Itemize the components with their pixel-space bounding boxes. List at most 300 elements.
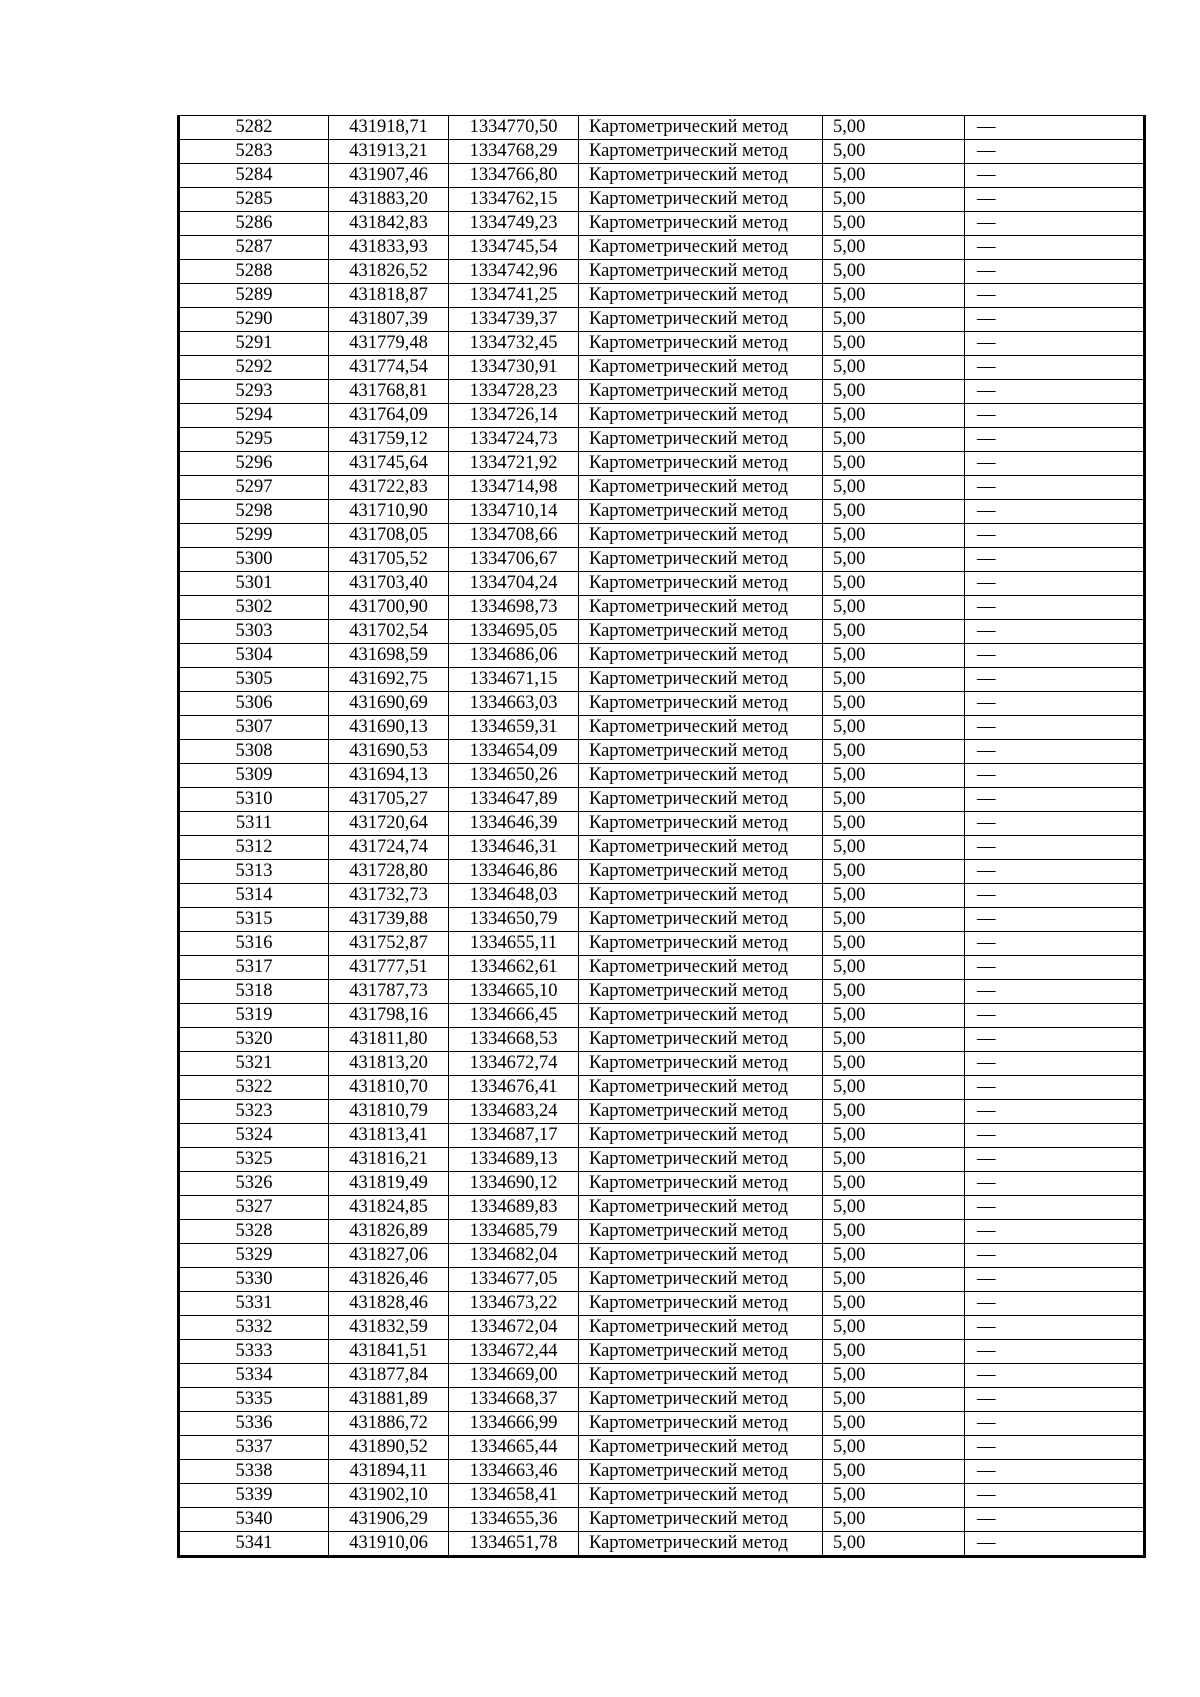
method-cell: Картометрический метод xyxy=(579,548,823,572)
x-coordinate-cell: 431779,48 xyxy=(329,332,449,356)
y-coordinate-cell: 1334650,26 xyxy=(449,764,579,788)
table-row xyxy=(179,1148,1145,1172)
y-coordinate-cell: 1334646,86 xyxy=(449,860,579,884)
point-number-cell: 5326 xyxy=(179,1172,329,1196)
accuracy-cell: 5,00 xyxy=(823,1004,965,1028)
y-coordinate-cell: 1334724,73 xyxy=(449,428,579,452)
y-coordinate-cell: 1334676,41 xyxy=(449,1076,579,1100)
method-cell: Картометрический метод xyxy=(579,1196,823,1220)
y-coordinate-cell: 1334668,53 xyxy=(449,1028,579,1052)
x-coordinate-cell: 431881,89 xyxy=(329,1388,449,1412)
x-coordinate-cell: 431724,74 xyxy=(329,836,449,860)
method-cell: Картометрический метод xyxy=(579,740,823,764)
method-cell: Картометрический метод xyxy=(579,260,823,284)
accuracy-cell: 5,00 xyxy=(823,212,965,236)
accuracy-cell: 5,00 xyxy=(823,524,965,548)
description-cell: — xyxy=(965,1316,1145,1340)
x-coordinate-cell: 431890,52 xyxy=(329,1436,449,1460)
point-number-cell: 5295 xyxy=(179,428,329,452)
table-row xyxy=(179,1292,1145,1316)
accuracy-cell: 5,00 xyxy=(823,716,965,740)
x-coordinate-cell: 431722,83 xyxy=(329,476,449,500)
description-cell: — xyxy=(965,764,1145,788)
x-coordinate-cell: 431828,46 xyxy=(329,1292,449,1316)
point-number-cell: 5323 xyxy=(179,1100,329,1124)
table-row xyxy=(179,1244,1145,1268)
description-cell: — xyxy=(965,380,1145,404)
table-row xyxy=(179,260,1145,284)
table-row xyxy=(179,908,1145,932)
description-cell: — xyxy=(965,1508,1145,1532)
method-cell: Картометрический метод xyxy=(579,1484,823,1508)
description-cell: — xyxy=(965,788,1145,812)
x-coordinate-cell: 431807,39 xyxy=(329,308,449,332)
description-cell: — xyxy=(965,500,1145,524)
point-number-cell: 5307 xyxy=(179,716,329,740)
description-cell: — xyxy=(965,1532,1145,1557)
y-coordinate-cell: 1334673,22 xyxy=(449,1292,579,1316)
y-coordinate-cell: 1334689,83 xyxy=(449,1196,579,1220)
table-row xyxy=(179,1268,1145,1292)
point-number-cell: 5303 xyxy=(179,620,329,644)
table-row xyxy=(179,1436,1145,1460)
point-number-cell: 5340 xyxy=(179,1508,329,1532)
description-cell: — xyxy=(965,836,1145,860)
method-cell: Картометрический метод xyxy=(579,644,823,668)
x-coordinate-cell: 431777,51 xyxy=(329,956,449,980)
point-number-cell: 5318 xyxy=(179,980,329,1004)
description-cell: — xyxy=(965,692,1145,716)
point-number-cell: 5324 xyxy=(179,1124,329,1148)
description-cell: — xyxy=(965,356,1145,380)
method-cell: Картометрический метод xyxy=(579,668,823,692)
description-cell: — xyxy=(965,1388,1145,1412)
point-number-cell: 5320 xyxy=(179,1028,329,1052)
method-cell: Картометрический метод xyxy=(579,716,823,740)
y-coordinate-cell: 1334721,92 xyxy=(449,452,579,476)
table-row xyxy=(179,1316,1145,1340)
method-cell: Картометрический метод xyxy=(579,836,823,860)
table-row xyxy=(179,1100,1145,1124)
table-row xyxy=(179,284,1145,308)
method-cell: Картометрический метод xyxy=(579,956,823,980)
point-number-cell: 5312 xyxy=(179,836,329,860)
table-row xyxy=(179,188,1145,212)
x-coordinate-cell: 431813,20 xyxy=(329,1052,449,1076)
x-coordinate-cell: 431690,69 xyxy=(329,692,449,716)
accuracy-cell: 5,00 xyxy=(823,1340,965,1364)
table-row xyxy=(179,548,1145,572)
table-row xyxy=(179,476,1145,500)
point-number-cell: 5283 xyxy=(179,140,329,164)
x-coordinate-cell: 431827,06 xyxy=(329,1244,449,1268)
method-cell: Картометрический метод xyxy=(579,1148,823,1172)
x-coordinate-cell: 431759,12 xyxy=(329,428,449,452)
method-cell: Картометрический метод xyxy=(579,1076,823,1100)
x-coordinate-cell: 431720,64 xyxy=(329,812,449,836)
y-coordinate-cell: 1334689,13 xyxy=(449,1148,579,1172)
point-number-cell: 5329 xyxy=(179,1244,329,1268)
y-coordinate-cell: 1334659,31 xyxy=(449,716,579,740)
x-coordinate-cell: 431886,72 xyxy=(329,1412,449,1436)
point-number-cell: 5333 xyxy=(179,1340,329,1364)
accuracy-cell: 5,00 xyxy=(823,1508,965,1532)
x-coordinate-cell: 431702,54 xyxy=(329,620,449,644)
accuracy-cell: 5,00 xyxy=(823,548,965,572)
accuracy-cell: 5,00 xyxy=(823,164,965,188)
method-cell: Картометрический метод xyxy=(579,212,823,236)
y-coordinate-cell: 1334672,44 xyxy=(449,1340,579,1364)
point-number-cell: 5337 xyxy=(179,1436,329,1460)
x-coordinate-cell: 431745,64 xyxy=(329,452,449,476)
table-row xyxy=(179,596,1145,620)
accuracy-cell: 5,00 xyxy=(823,956,965,980)
description-cell: — xyxy=(965,1340,1145,1364)
point-number-cell: 5332 xyxy=(179,1316,329,1340)
accuracy-cell: 5,00 xyxy=(823,812,965,836)
table-row xyxy=(179,1028,1145,1052)
accuracy-cell: 5,00 xyxy=(823,644,965,668)
method-cell: Картометрический метод xyxy=(579,596,823,620)
accuracy-cell: 5,00 xyxy=(823,1124,965,1148)
table-row xyxy=(179,1364,1145,1388)
method-cell: Картометрический метод xyxy=(579,1292,823,1316)
table-row xyxy=(179,812,1145,836)
x-coordinate-cell: 431705,27 xyxy=(329,788,449,812)
table-row xyxy=(179,932,1145,956)
point-number-cell: 5298 xyxy=(179,500,329,524)
method-cell: Картометрический метод xyxy=(579,140,823,164)
y-coordinate-cell: 1334749,23 xyxy=(449,212,579,236)
point-number-cell: 5302 xyxy=(179,596,329,620)
point-number-cell: 5304 xyxy=(179,644,329,668)
point-number-cell: 5282 xyxy=(179,116,329,140)
y-coordinate-cell: 1334671,15 xyxy=(449,668,579,692)
method-cell: Картометрический метод xyxy=(579,1532,823,1557)
table-row xyxy=(179,1076,1145,1100)
y-coordinate-cell: 1334732,45 xyxy=(449,332,579,356)
description-cell: — xyxy=(965,1028,1145,1052)
y-coordinate-cell: 1334704,24 xyxy=(449,572,579,596)
table-row xyxy=(179,140,1145,164)
method-cell: Картометрический метод xyxy=(579,1388,823,1412)
description-cell: — xyxy=(965,1148,1145,1172)
y-coordinate-cell: 1334710,14 xyxy=(449,500,579,524)
x-coordinate-cell: 431819,49 xyxy=(329,1172,449,1196)
table-row xyxy=(179,524,1145,548)
method-cell: Картометрический метод xyxy=(579,884,823,908)
point-number-cell: 5297 xyxy=(179,476,329,500)
accuracy-cell: 5,00 xyxy=(823,308,965,332)
description-cell: — xyxy=(965,1220,1145,1244)
table-row xyxy=(179,764,1145,788)
y-coordinate-cell: 1334685,79 xyxy=(449,1220,579,1244)
method-cell: Картометрический метод xyxy=(579,284,823,308)
point-number-cell: 5299 xyxy=(179,524,329,548)
table-row xyxy=(179,572,1145,596)
point-number-cell: 5309 xyxy=(179,764,329,788)
accuracy-cell: 5,00 xyxy=(823,452,965,476)
description-cell: — xyxy=(965,236,1145,260)
x-coordinate-cell: 431690,13 xyxy=(329,716,449,740)
description-cell: — xyxy=(965,1364,1145,1388)
y-coordinate-cell: 1334648,03 xyxy=(449,884,579,908)
x-coordinate-cell: 431910,06 xyxy=(329,1532,449,1557)
accuracy-cell: 5,00 xyxy=(823,764,965,788)
table-row xyxy=(179,1052,1145,1076)
description-cell: — xyxy=(965,332,1145,356)
x-coordinate-cell: 431906,29 xyxy=(329,1508,449,1532)
coordinates-table xyxy=(177,115,1146,1558)
method-cell: Картометрический метод xyxy=(579,788,823,812)
y-coordinate-cell: 1334741,25 xyxy=(449,284,579,308)
point-number-cell: 5336 xyxy=(179,1412,329,1436)
y-coordinate-cell: 1334686,06 xyxy=(449,644,579,668)
description-cell: — xyxy=(965,1052,1145,1076)
table-row xyxy=(179,1412,1145,1436)
point-number-cell: 5306 xyxy=(179,692,329,716)
x-coordinate-cell: 431826,52 xyxy=(329,260,449,284)
description-cell: — xyxy=(965,812,1145,836)
method-cell: Картометрический метод xyxy=(579,1220,823,1244)
y-coordinate-cell: 1334647,89 xyxy=(449,788,579,812)
y-coordinate-cell: 1334742,96 xyxy=(449,260,579,284)
x-coordinate-cell: 431907,46 xyxy=(329,164,449,188)
table-row xyxy=(179,380,1145,404)
table-row xyxy=(179,332,1145,356)
description-cell: — xyxy=(965,740,1145,764)
point-number-cell: 5300 xyxy=(179,548,329,572)
accuracy-cell: 5,00 xyxy=(823,620,965,644)
x-coordinate-cell: 431826,46 xyxy=(329,1268,449,1292)
point-number-cell: 5293 xyxy=(179,380,329,404)
description-cell: — xyxy=(965,572,1145,596)
accuracy-cell: 5,00 xyxy=(823,1100,965,1124)
accuracy-cell: 5,00 xyxy=(823,188,965,212)
accuracy-cell: 5,00 xyxy=(823,260,965,284)
y-coordinate-cell: 1334683,24 xyxy=(449,1100,579,1124)
table-row xyxy=(179,1196,1145,1220)
x-coordinate-cell: 431798,16 xyxy=(329,1004,449,1028)
x-coordinate-cell: 431894,11 xyxy=(329,1460,449,1484)
accuracy-cell: 5,00 xyxy=(823,356,965,380)
accuracy-cell: 5,00 xyxy=(823,1196,965,1220)
point-number-cell: 5328 xyxy=(179,1220,329,1244)
method-cell: Картометрический метод xyxy=(579,1412,823,1436)
y-coordinate-cell: 1334730,91 xyxy=(449,356,579,380)
description-cell: — xyxy=(965,212,1145,236)
x-coordinate-cell: 431816,21 xyxy=(329,1148,449,1172)
point-number-cell: 5296 xyxy=(179,452,329,476)
x-coordinate-cell: 431694,13 xyxy=(329,764,449,788)
method-cell: Картометрический метод xyxy=(579,524,823,548)
y-coordinate-cell: 1334665,44 xyxy=(449,1436,579,1460)
table-row xyxy=(179,428,1145,452)
description-cell: — xyxy=(965,644,1145,668)
description-cell: — xyxy=(965,1460,1145,1484)
point-number-cell: 5286 xyxy=(179,212,329,236)
description-cell: — xyxy=(965,1172,1145,1196)
x-coordinate-cell: 431703,40 xyxy=(329,572,449,596)
description-cell: — xyxy=(965,308,1145,332)
y-coordinate-cell: 1334655,11 xyxy=(449,932,579,956)
point-number-cell: 5290 xyxy=(179,308,329,332)
accuracy-cell: 5,00 xyxy=(823,332,965,356)
y-coordinate-cell: 1334654,09 xyxy=(449,740,579,764)
accuracy-cell: 5,00 xyxy=(823,1268,965,1292)
point-number-cell: 5285 xyxy=(179,188,329,212)
x-coordinate-cell: 431774,54 xyxy=(329,356,449,380)
table-row xyxy=(179,1484,1145,1508)
table-row xyxy=(179,620,1145,644)
description-cell: — xyxy=(965,260,1145,284)
method-cell: Картометрический метод xyxy=(579,500,823,524)
x-coordinate-cell: 431705,52 xyxy=(329,548,449,572)
x-coordinate-cell: 431883,20 xyxy=(329,188,449,212)
accuracy-cell: 5,00 xyxy=(823,1028,965,1052)
y-coordinate-cell: 1334768,29 xyxy=(449,140,579,164)
x-coordinate-cell: 431692,75 xyxy=(329,668,449,692)
y-coordinate-cell: 1334662,61 xyxy=(449,956,579,980)
accuracy-cell: 5,00 xyxy=(823,1220,965,1244)
x-coordinate-cell: 431818,87 xyxy=(329,284,449,308)
y-coordinate-cell: 1334646,39 xyxy=(449,812,579,836)
x-coordinate-cell: 431832,59 xyxy=(329,1316,449,1340)
method-cell: Картометрический метод xyxy=(579,1436,823,1460)
description-cell: — xyxy=(965,956,1145,980)
y-coordinate-cell: 1334706,67 xyxy=(449,548,579,572)
description-cell: — xyxy=(965,1292,1145,1316)
point-number-cell: 5331 xyxy=(179,1292,329,1316)
table-row xyxy=(179,740,1145,764)
table-row xyxy=(179,1220,1145,1244)
description-cell: — xyxy=(965,140,1145,164)
method-cell: Картометрический метод xyxy=(579,692,823,716)
point-number-cell: 5319 xyxy=(179,1004,329,1028)
accuracy-cell: 5,00 xyxy=(823,1364,965,1388)
table-row xyxy=(179,308,1145,332)
y-coordinate-cell: 1334739,37 xyxy=(449,308,579,332)
description-cell: — xyxy=(965,1076,1145,1100)
method-cell: Картометрический метод xyxy=(579,404,823,428)
x-coordinate-cell: 431902,10 xyxy=(329,1484,449,1508)
accuracy-cell: 5,00 xyxy=(823,1316,965,1340)
accuracy-cell: 5,00 xyxy=(823,1388,965,1412)
description-cell: — xyxy=(965,980,1145,1004)
accuracy-cell: 5,00 xyxy=(823,1172,965,1196)
y-coordinate-cell: 1334687,17 xyxy=(449,1124,579,1148)
description-cell: — xyxy=(965,884,1145,908)
point-number-cell: 5311 xyxy=(179,812,329,836)
y-coordinate-cell: 1334666,45 xyxy=(449,1004,579,1028)
description-cell: — xyxy=(965,164,1145,188)
method-cell: Картометрический метод xyxy=(579,380,823,404)
y-coordinate-cell: 1334714,98 xyxy=(449,476,579,500)
description-cell: — xyxy=(965,1004,1145,1028)
y-coordinate-cell: 1334646,31 xyxy=(449,836,579,860)
table-row xyxy=(179,1508,1145,1532)
method-cell: Картометрический метод xyxy=(579,1244,823,1268)
point-number-cell: 5314 xyxy=(179,884,329,908)
table-row xyxy=(179,1532,1145,1557)
accuracy-cell: 5,00 xyxy=(823,140,965,164)
point-number-cell: 5289 xyxy=(179,284,329,308)
point-number-cell: 5338 xyxy=(179,1460,329,1484)
table-row xyxy=(179,788,1145,812)
accuracy-cell: 5,00 xyxy=(823,788,965,812)
x-coordinate-cell: 431787,73 xyxy=(329,980,449,1004)
x-coordinate-cell: 431841,51 xyxy=(329,1340,449,1364)
method-cell: Картометрический метод xyxy=(579,1172,823,1196)
y-coordinate-cell: 1334698,73 xyxy=(449,596,579,620)
method-cell: Картометрический метод xyxy=(579,1268,823,1292)
point-number-cell: 5325 xyxy=(179,1148,329,1172)
description-cell: — xyxy=(965,476,1145,500)
y-coordinate-cell: 1334766,80 xyxy=(449,164,579,188)
description-cell: — xyxy=(965,1124,1145,1148)
table-row xyxy=(179,1340,1145,1364)
method-cell: Картометрический метод xyxy=(579,1508,823,1532)
x-coordinate-cell: 431710,90 xyxy=(329,500,449,524)
y-coordinate-cell: 1334666,99 xyxy=(449,1412,579,1436)
point-number-cell: 5294 xyxy=(179,404,329,428)
method-cell: Картометрический метод xyxy=(579,188,823,212)
description-cell: — xyxy=(965,404,1145,428)
y-coordinate-cell: 1334726,14 xyxy=(449,404,579,428)
method-cell: Картометрический метод xyxy=(579,452,823,476)
y-coordinate-cell: 1334650,79 xyxy=(449,908,579,932)
table-row xyxy=(179,164,1145,188)
description-cell: — xyxy=(965,452,1145,476)
accuracy-cell: 5,00 xyxy=(823,1076,965,1100)
y-coordinate-cell: 1334672,04 xyxy=(449,1316,579,1340)
table-row xyxy=(179,1124,1145,1148)
table-row xyxy=(179,884,1145,908)
accuracy-cell: 5,00 xyxy=(823,860,965,884)
description-cell: — xyxy=(965,1244,1145,1268)
accuracy-cell: 5,00 xyxy=(823,1484,965,1508)
description-cell: — xyxy=(965,1196,1145,1220)
description-cell: — xyxy=(965,668,1145,692)
accuracy-cell: 5,00 xyxy=(823,908,965,932)
point-number-cell: 5322 xyxy=(179,1076,329,1100)
point-number-cell: 5301 xyxy=(179,572,329,596)
point-number-cell: 5341 xyxy=(179,1532,329,1557)
point-number-cell: 5330 xyxy=(179,1268,329,1292)
description-cell: — xyxy=(965,428,1145,452)
method-cell: Картометрический метод xyxy=(579,116,823,140)
method-cell: Картометрический метод xyxy=(579,860,823,884)
table-row xyxy=(179,212,1145,236)
description-cell: — xyxy=(965,932,1145,956)
description-cell: — xyxy=(965,1100,1145,1124)
method-cell: Картометрический метод xyxy=(579,476,823,500)
x-coordinate-cell: 431700,90 xyxy=(329,596,449,620)
y-coordinate-cell: 1334708,66 xyxy=(449,524,579,548)
accuracy-cell: 5,00 xyxy=(823,1436,965,1460)
description-cell: — xyxy=(965,620,1145,644)
x-coordinate-cell: 431768,81 xyxy=(329,380,449,404)
accuracy-cell: 5,00 xyxy=(823,1532,965,1557)
accuracy-cell: 5,00 xyxy=(823,1412,965,1436)
accuracy-cell: 5,00 xyxy=(823,668,965,692)
description-cell: — xyxy=(965,524,1145,548)
y-coordinate-cell: 1334682,04 xyxy=(449,1244,579,1268)
x-coordinate-cell: 431811,80 xyxy=(329,1028,449,1052)
table-row xyxy=(179,860,1145,884)
x-coordinate-cell: 431752,87 xyxy=(329,932,449,956)
point-number-cell: 5316 xyxy=(179,932,329,956)
